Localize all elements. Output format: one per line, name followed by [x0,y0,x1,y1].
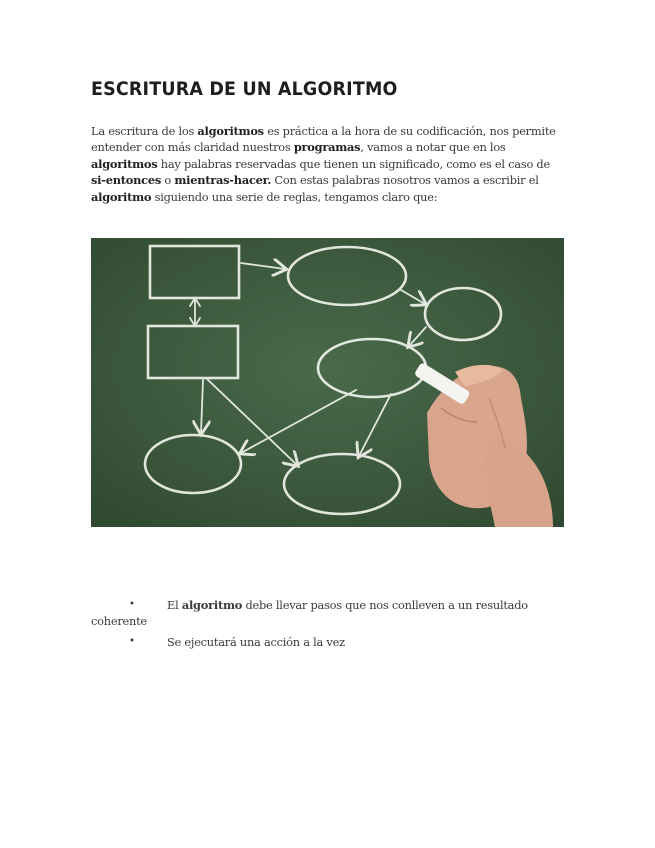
chalkboard-drawing [91,238,564,527]
bullet-marker: • [129,599,135,610]
intro-keyword-algoritmo: algoritmo [91,189,152,204]
intro-text-3: , vamos a notar que en los [360,140,506,155]
intro-text-1: La escritura de los [91,124,198,138]
list-item-keyword: algoritmo [181,598,243,612]
list-item-text [91,597,531,630]
intro-text-6: Con estas palabras nosotros vamos a escribir el [271,173,539,188]
list-item [91,634,531,650]
requirements-list [91,597,531,654]
intro-keyword-mientras-hacer: mientras-hacer. [174,173,272,188]
intro-text-2: es práctica a la hora de su codificación, nos permite entender con más claridad nuestros [91,124,556,155]
bullet-marker: • [129,635,135,647]
intro-keyword-algoritmos-2: algoritmos [91,156,158,171]
list-item-text-1: El [167,598,182,612]
intro-text-4: hay palabras reservadas que tienen un significado, como es el caso de [157,156,550,171]
intro-keyword-si-entonces: si-entonces [91,173,161,188]
intro-paragraph [91,123,561,205]
intro-text-7: siguiendo una serie de reglas, tengamos claro que: [151,189,438,204]
list-item-text-1: Se ejecutará una acción a la vez [167,634,345,649]
list-item [91,597,531,630]
list-item-text [91,634,531,650]
page-title: ESCRITURA DE UN ALGORITMO [91,78,398,100]
intro-text-5: o [160,173,175,188]
intro-keyword-programas: programas [293,140,361,155]
list-item-text-2: debe llevar pasos que nos conlleven a un resultado coherente [91,598,528,629]
intro-keyword-algoritmos: algoritmos [197,124,264,138]
flowchart-chalkboard-image [91,238,564,527]
